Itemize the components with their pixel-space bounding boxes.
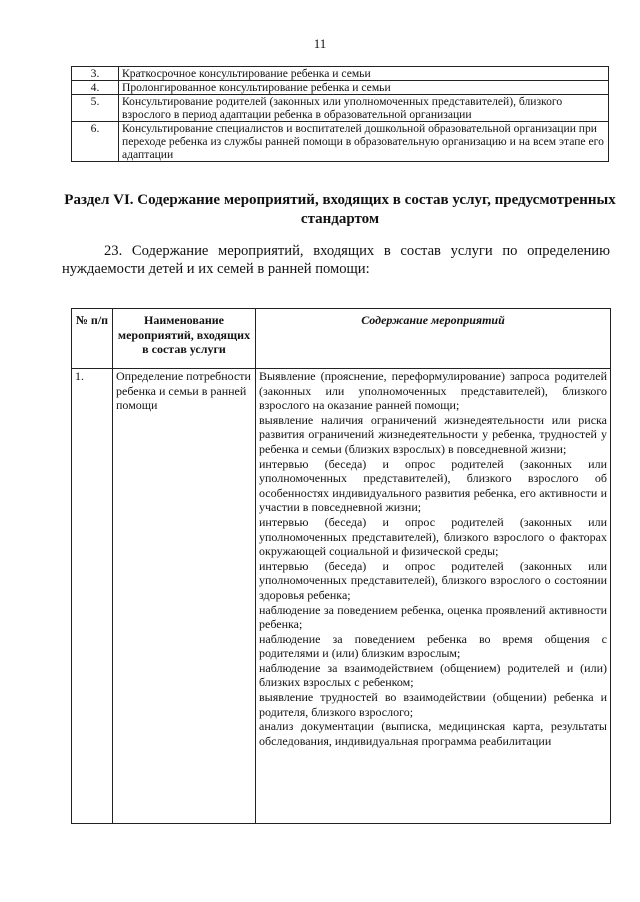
top-table — [71, 66, 609, 162]
event-content — [256, 369, 611, 824]
table-row — [72, 122, 609, 162]
table-row — [72, 95, 609, 122]
table-row — [72, 81, 609, 95]
row-number: 3. — [72, 67, 119, 81]
main-table — [71, 308, 611, 824]
event-name: Определение потребности ребенка и семьи в ранней помощи — [113, 369, 256, 824]
row-number: 5. — [72, 95, 119, 122]
row-text: Консультирование специалистов и воспитателей дошкольной образовательной организации при переходе ребенка из службы ранней помощи в образовательную организацию и на всем этапе его адаптации — [119, 122, 609, 162]
row-text: Краткосрочное консультирование ребенка и семьи — [119, 67, 609, 81]
intro-paragraph: 23. Содержание мероприятий, входящих в состав услуги по определению нуждаемости детей и их семей в ранней помощи: — [62, 243, 610, 277]
row-text: Пролонгированное консультирование ребенка и семьи — [119, 81, 609, 95]
table-row — [72, 369, 611, 824]
content-item: интервью (беседа) и опрос родителей (законных или уполномоченных представителей), близкого взрослого об особенностях индивидуального развития ребенка, его активности и участии в повседневной жизни; — [259, 456, 607, 515]
content-item: выявление наличия ограничений жизнедеятельности или риска развития ограничений жизнедеятельности у ребенка, трудностей у ребенка и семьи (близких взрослых) в повседневной жизни; — [259, 412, 607, 456]
main-table-header-row — [72, 309, 611, 369]
row-text: Консультирование родителей (законных или уполномоченных представителей), близкого взрослого в период адаптации ребенка в образовательной организации — [119, 95, 609, 122]
content-item: анализ документации (выписка, медицинская карта, результаты обследования, индивидуальная программа реабилитации — [259, 719, 607, 748]
content-item: наблюдение за взаимодействием (общением) родителей и (или) близких взрослых с ребенком; — [259, 660, 607, 690]
section-heading: Раздел VI. Содержание мероприятий, входящих в состав услуг, предусмотренных стандартом — [64, 192, 616, 227]
content-item: интервью (беседа) и опрос родителей (законных или уполномоченных представителей), близкого взрослого о факторах окружающей социальной и физической среды; — [259, 514, 607, 559]
content-item: выявление трудностей во взаимодействии (общении) ребенка и родителя, близкого взрослого; — [259, 690, 607, 719]
row-number: 4. — [72, 81, 119, 95]
header-content: Содержание мероприятий — [256, 309, 611, 369]
table-row — [72, 67, 609, 81]
row-number: 6. — [72, 122, 119, 162]
header-num: № п/п — [72, 309, 113, 369]
content-item: наблюдение за поведением ребенка, оценка проявлений активности ребенка; — [259, 602, 607, 632]
content-item: наблюдение за поведением ребенка во время общения с родителями и (или) близким взрослым; — [259, 631, 607, 661]
page-number: 11 — [313, 36, 327, 51]
row-number: 1. — [72, 369, 113, 824]
header-name: Наименование мероприятий, входящих в состав услуги — [113, 309, 256, 369]
content-item: интервью (беседа) и опрос родителей (законных или уполномоченных представителей), близкого взрослого о состоянии здоровья ребенка; — [259, 558, 607, 602]
content-item: Выявление (прояснение, переформулирование) запроса родителей (законных или уполномоченных представителей), близкого взрослого на оказание ранней помощи; — [259, 369, 607, 413]
